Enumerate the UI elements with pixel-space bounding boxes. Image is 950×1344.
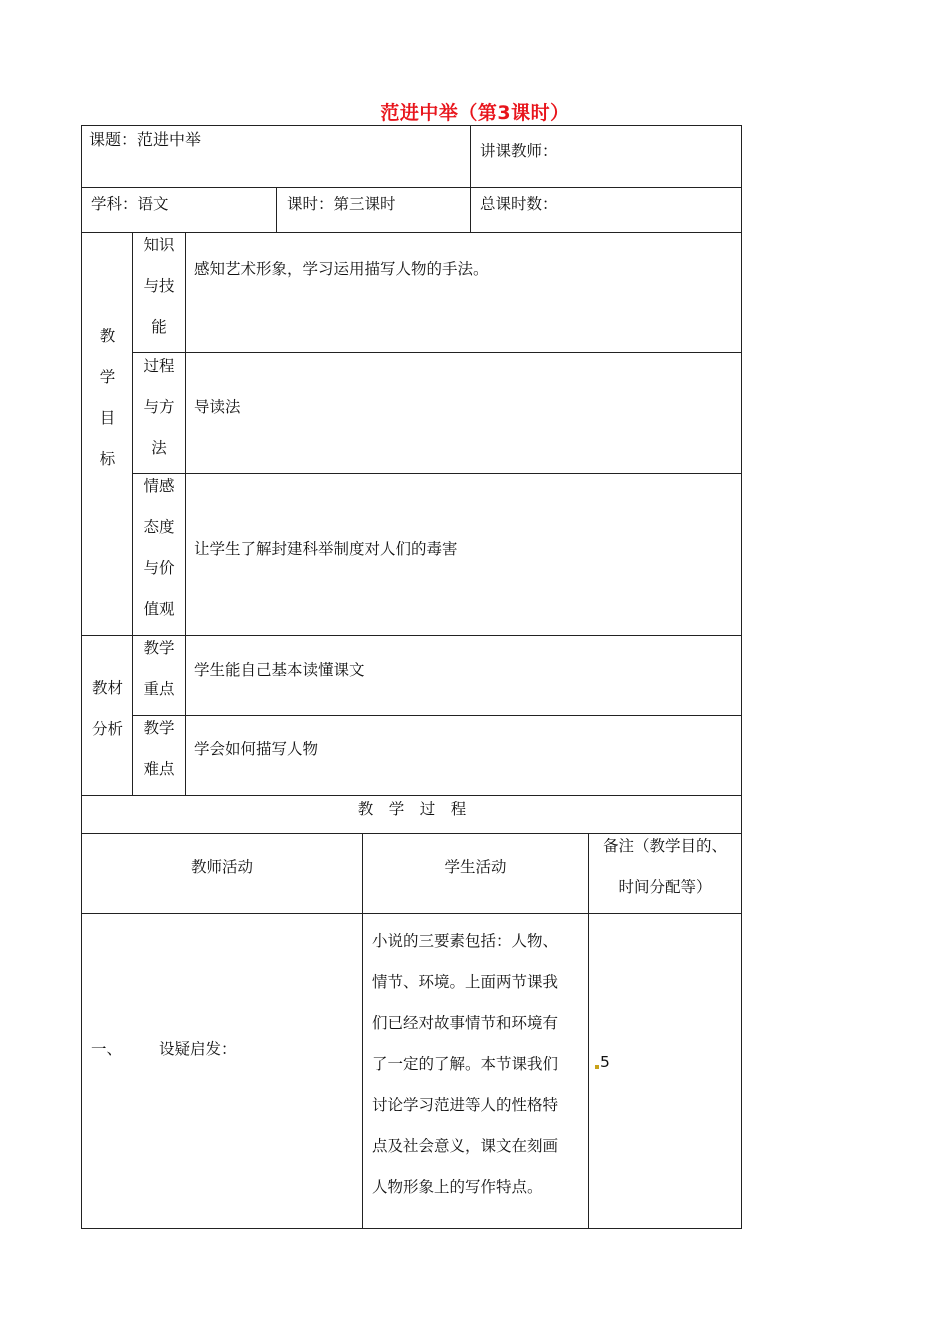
period-cell: 课时：第三课时 (287, 195, 396, 213)
objective-label-emotion: 情感 态度 与价 值观 (143, 477, 175, 618)
col-student-activity: 学生活动 (444, 858, 507, 876)
objectives-group-label: 教 学 目 标 (99, 327, 116, 468)
objective-content-emotion: 让学生了解封建科举制度对人们的毒害 (194, 540, 458, 558)
material-label-key-point: 教学 重点 (143, 639, 175, 698)
note-time-value: 5 (595, 1052, 610, 1072)
topic-cell: 课题：范进中举 (89, 130, 202, 149)
material-content-key-point: 学生能自己基本读懂课文 (194, 661, 365, 679)
step-label: 设疑启发： (159, 1040, 237, 1058)
total-periods-cell: 总课时数： (480, 195, 558, 213)
material-label-difficulty: 教学 难点 (143, 719, 175, 778)
material-content-difficulty: 学会如何描写人物 (194, 740, 319, 758)
objective-label-process: 过程 与方 法 (143, 357, 175, 457)
objective-label-knowledge: 知识 与技 能 (143, 236, 175, 336)
objective-content-process: 导读法 (194, 398, 241, 416)
materials-group-label: 教材 分析 (91, 679, 123, 738)
teacher-cell: 讲课教师： (480, 142, 558, 160)
process-heading: 教 学 过 程 (357, 800, 467, 818)
document-title: 范进中举（第3课时） (380, 102, 570, 124)
subject-cell: 学科：语文 (91, 195, 169, 213)
step-number: 一、 (91, 1040, 123, 1058)
objective-content-knowledge: 感知艺术形象，学习运用描写人物的手法。 (194, 260, 489, 278)
anchor-mark-icon (595, 1065, 599, 1069)
col-notes: 备注（教学目的、 时间分配等） (602, 837, 727, 896)
col-teacher-activity: 教师活动 (190, 858, 253, 876)
student-activity-text: 小说的三要素包括：人物、 情节、环境。上面两节课我 们已经对故事情节和环境有 了一定的了解。本节课我们 讨论学习范进等人的性格特 点及社会意义，课文在刻画 人物形象上的写作特点。 (372, 932, 559, 1196)
